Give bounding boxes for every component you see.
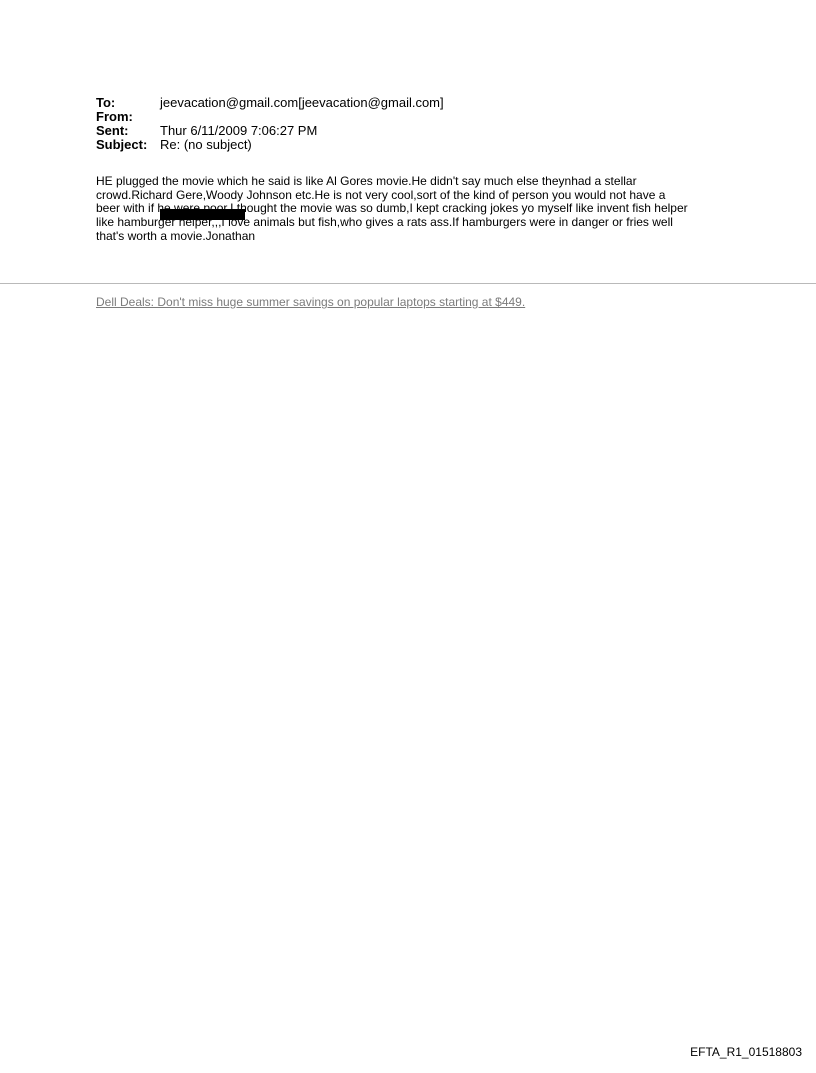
sent-row xyxy=(96,124,444,138)
to-value: jeevacation@gmail.com[jeevacation@gmail.com] xyxy=(160,95,444,110)
from-label: From: xyxy=(96,109,133,124)
sent-value: Thur 6/11/2009 7:06:27 PM xyxy=(160,123,318,138)
footer-divider xyxy=(0,283,816,284)
email-header xyxy=(96,96,444,152)
from-row xyxy=(96,110,444,124)
bates-number: EFTA_R1_01518803 xyxy=(690,1045,802,1059)
subject-row xyxy=(96,138,444,152)
subject-label: Subject: xyxy=(96,137,148,152)
to-row xyxy=(96,96,444,110)
dell-deals-ad-link[interactable]: Dell Deals: Don't miss huge summer savings on popular laptops starting at $449. xyxy=(96,295,526,309)
email-body: HE plugged the movie which he said is like Al Gores movie.He didn't say much else theynhad a stellar crowd.Richard Gere,Woody Johnson etc.He is not very cool,sort of the kind of person you would not have a beer with if he were poor.I thought the movie was so dumb,I kept cracking jokes yo myself like invent fish helper like hamburger helper,,,I love animals but fish,who gives a rats ass.If hamburgers were in danger or fries well that's worth a movie.Jonathan xyxy=(96,174,688,243)
to-label: To: xyxy=(96,95,116,110)
subject-value: Re: (no subject) xyxy=(160,137,252,152)
sent-label: Sent: xyxy=(96,123,129,138)
